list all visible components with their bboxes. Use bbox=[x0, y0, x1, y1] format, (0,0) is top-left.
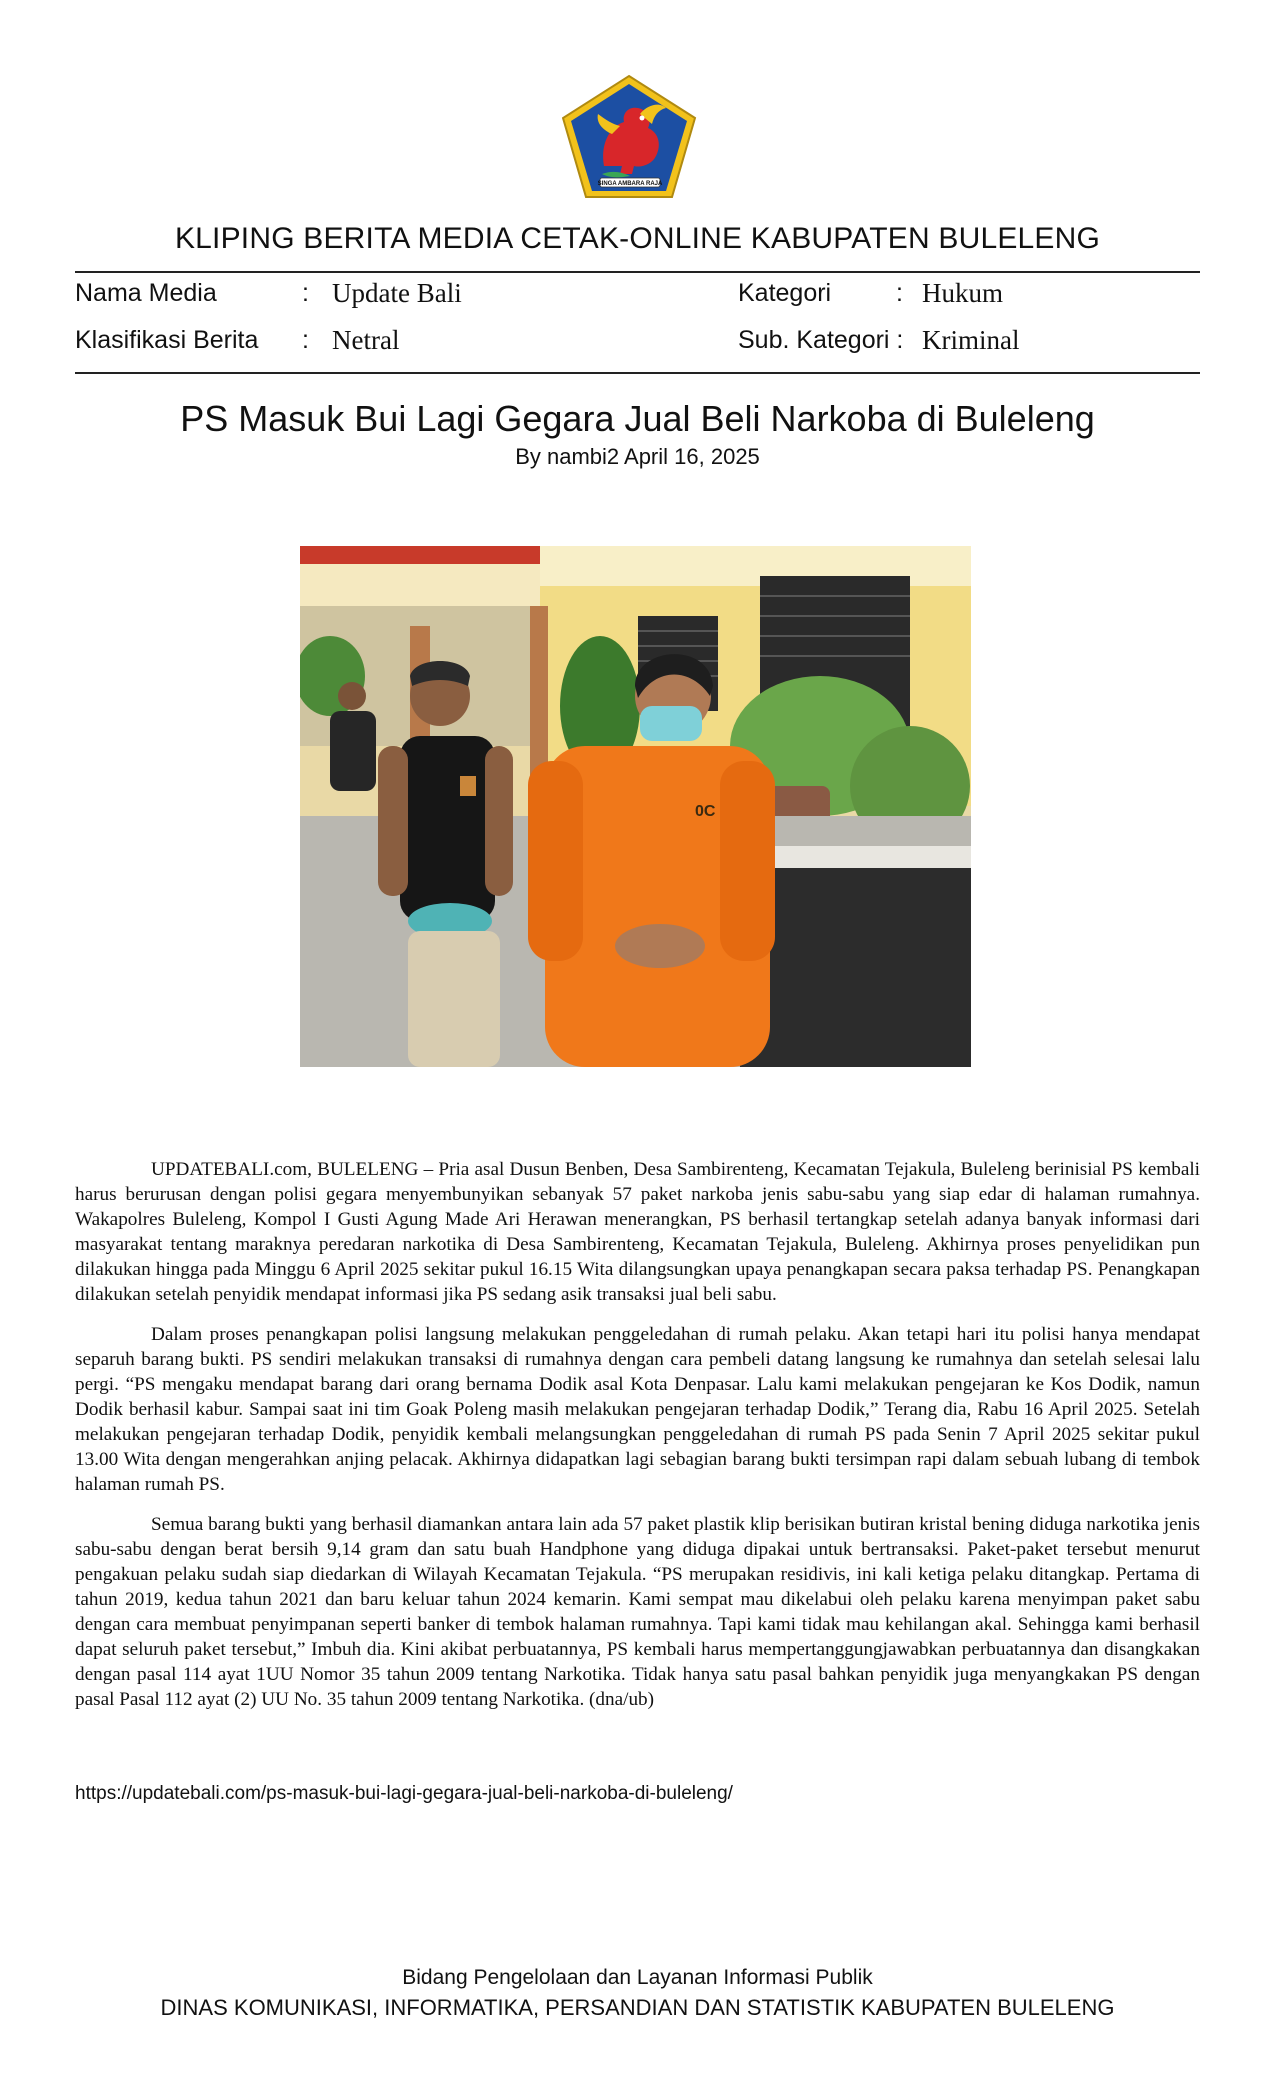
photo-chest-mark: 0C bbox=[695, 803, 716, 820]
header-divider-top bbox=[75, 271, 1200, 273]
footer-agency: DINAS KOMUNIKASI, INFORMATIKA, PERSANDIAN DAN STATISTIK KABUPATEN BULELENG bbox=[160, 1995, 1115, 2020]
singa-ambara-raja-emblem-icon bbox=[562, 74, 697, 200]
klasifikasi-colon: : bbox=[302, 326, 309, 354]
sub-kategori-value: Kriminal bbox=[922, 325, 1020, 355]
kategori-value: Hukum bbox=[922, 278, 1003, 308]
nama-media-label: Nama Media bbox=[75, 279, 217, 307]
nama-media-colon: : bbox=[302, 279, 309, 307]
article-paragraph: Semua barang bukti yang berhasil diamankan antara lain ada 57 paket plastik klip berisikan butiran kristal bening diduga narkotika jenis sabu-sabu dengan berat bersih 9,14 gram dan satu buah Handphone yang diduga dipakai untuk bertransaksi. Paket-paket tersebut menurut pengakuan pelaku sudah siap diedarkan di Wilayah Kecamatan Tejakula. “PS merupakan residivis, ini kali ketiga pelaku ditangkap. Pertama di tahun 2019, kedua tahun 2021 dan baru keluar tahun 2024 kemarin. Kami sempat mau dikelabui oleh pelaku karena menyimpan paket sabu dengan cara membuat penyimpanan seperti banker di tembok halaman rumahnya. Tapi kami tidak mau kehilangan akal. Sehingga kami berhasil dapat seluruh paket tersebut,” Imbuh dia. Kini akibat perbuatannya, PS kembali harus mempertanggungjawabkan perbuatannya dan disangkakan dengan pasal 114 ayat 1UU Nomor 35 tahun 2009 tentang Narkotika. Tidak hanya satu pasal bahkan penyidik juga menyangkakan PS dengan pasal Pasal 112 ayat (2) UU No. 35 tahun 2009 tentang Narkotika. (dna/ub) bbox=[75, 1514, 1200, 1710]
source-url-link[interactable]: https://updatebali.com/ps-masuk-bui-lagi-gegara-jual-beli-narkoba-di-buleleng/ bbox=[75, 1783, 733, 1804]
article-photo bbox=[300, 546, 971, 1067]
header-divider-bottom bbox=[75, 372, 1200, 374]
sub-kategori-label: Sub. Kategori : bbox=[738, 326, 904, 354]
kategori-label: Kategori bbox=[738, 279, 832, 307]
klasifikasi-label: Klasifikasi Berita bbox=[75, 326, 259, 354]
kategori-colon: : bbox=[896, 279, 903, 307]
article-body bbox=[75, 1157, 1200, 1727]
article-paragraph: Dalam proses penangkapan polisi langsung melakukan penggeledahan di rumah pelaku. Akan tetapi hari itu polisi hanya mendapat separuh barang bukti. PS sendiri melakukan transaksi di rumahnya dengan cara pembeli datang langsung ke rumahnya dan setelah selesai lalu pergi. “PS mengaku mendapat barang dari orang bernama Dodik asal Kota Denpasar. Lalu kami melakukan pengejaran ke Kos Dodik, namun Dodik berhasil kabur. Sampai saat ini tim Goak Poleng masih melakukan pengejaran terhadap Dodik,” Terang dia, Rabu 16 April 2025. Setelah melakukan pengejaran terhadap Dodik, penyidik kembali melangsungkan penggeledahan di rumah PS pada Senin 7 April 2025 sekitar pukul 13.00 Wita dengan mengerahkan anjing pelacak. Akhirnya didapatkan lagi sebagian barang bukti tersimpan rapi dalam sebuah lubang di tembok halaman rumah PS. bbox=[75, 1324, 1200, 1495]
article-paragraph: UPDATEBALI.com, BULELENG – Pria asal Dusun Benben, Desa Sambirenteng, Kecamatan Tejakula, Buleleng berinisial PS kembali harus berurusan dengan polisi gegara menyembunyikan sebanyak 57 paket narkoba jenis sabu-sabu yang siap edar di halaman rumahnya. Wakapolres Buleleng, Kompol I Gusti Agung Made Ari Herawan menerangkan, PS berhasil tertangkap setelah adanya banyak informasi dari masyarakat tentang maraknya peredaran narkotika di Desa Sambirenteng, Kecamatan Tejakula, Buleleng. Akhirnya proses penyelidikan pun dilakukan hingga pada Minggu 6 April 2025 sekitar pukul 16.15 Wita dilangsungkan upaya penangkapan secara paksa terhadap PS. Penangkapan dilakukan setelah penyidik mendapat informasi jika PS sedang asik transaksi jual beli sabu. bbox=[75, 1159, 1200, 1305]
nama-media-value: Update Bali bbox=[332, 278, 462, 308]
klasifikasi-value: Netral bbox=[332, 325, 400, 355]
article-byline: By nambi2 April 16, 2025 bbox=[515, 444, 760, 469]
press-photo-suspect-escorted-icon bbox=[300, 546, 971, 1067]
footer-division: Bidang Pengelolaan dan Layanan Informasi Publik bbox=[402, 1966, 873, 1989]
logo-motto: SINGA AMBARA RAJA bbox=[597, 181, 663, 187]
article-title: PS Masuk Bui Lagi Gegara Jual Beli Narkoba di Buleleng bbox=[180, 398, 1095, 439]
clipping-header-title: KLIPING BERITA MEDIA CETAK-ONLINE KABUPATEN BULELENG bbox=[174, 222, 1101, 255]
regency-logo bbox=[562, 74, 697, 200]
